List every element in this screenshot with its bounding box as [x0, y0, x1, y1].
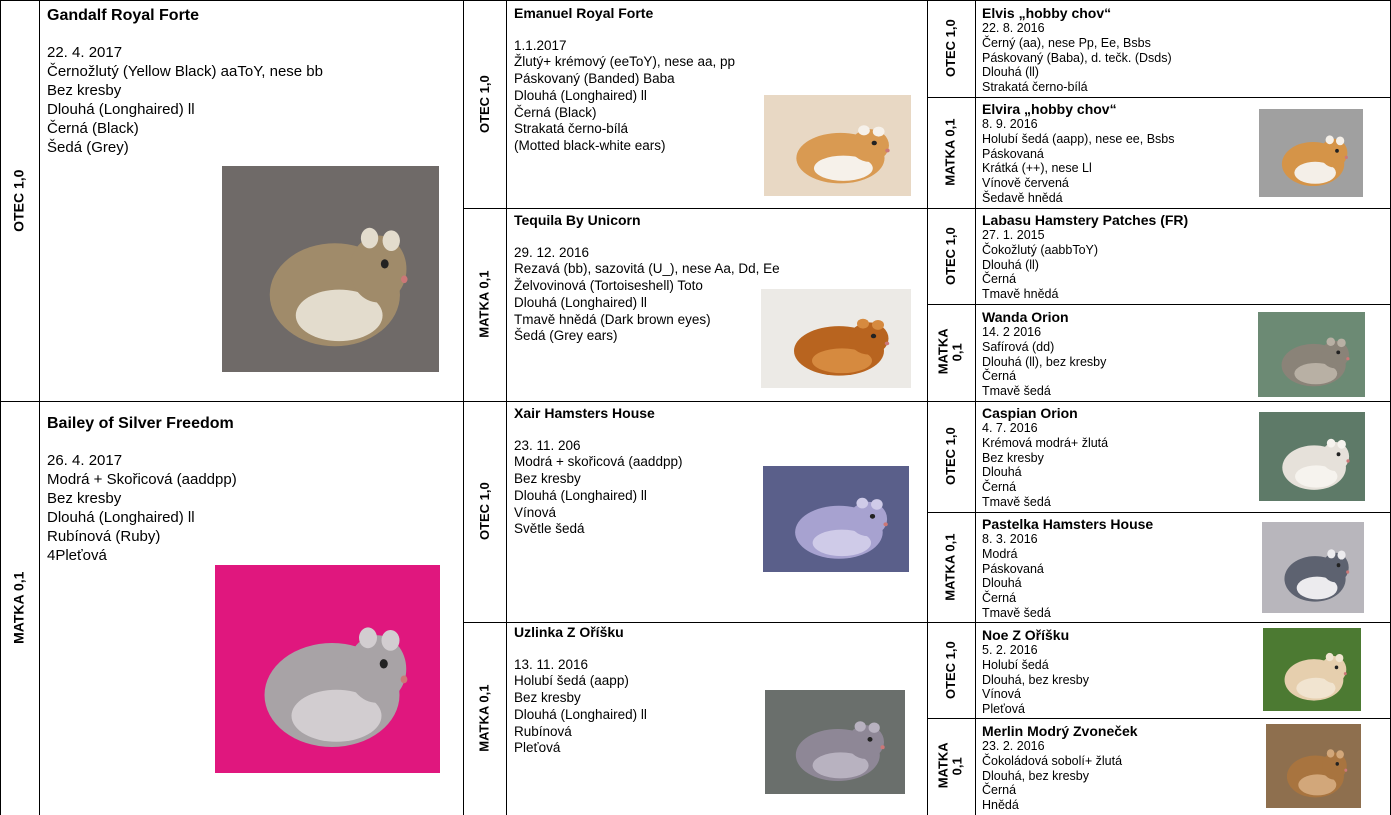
- trait-line: Vínově červená: [982, 176, 1069, 191]
- trait-line: Šedavě hnědá: [982, 190, 1063, 205]
- trait-line: Páskovaný (Banded) Baba: [514, 71, 675, 87]
- trait-line: Bez kresby: [47, 82, 122, 99]
- trait-line: Páskovaný (Baba), d. tečk. (Dsds): [982, 50, 1172, 65]
- animal-name: Emanuel Royal Forte: [514, 5, 654, 21]
- trait-line: Krátká (++), nese Ll: [982, 161, 1092, 176]
- label-col-2-edge: [506, 0, 507, 815]
- trait-line: Dlouhá (Longhaired) ll: [514, 294, 647, 310]
- hamster-photo: [1258, 312, 1365, 397]
- trait-line: Modrá: [982, 546, 1018, 561]
- trait-line: Pleťová: [982, 702, 1025, 717]
- label-col-3-edge: [975, 0, 976, 815]
- birth-date: 29. 12. 2016: [514, 244, 590, 260]
- trait-line: Dlouhá (Longhaired) ll: [47, 509, 195, 526]
- divider-level3-3: [927, 304, 1391, 305]
- trait-line: Čokoládová sobolí+ žlutá: [982, 753, 1123, 768]
- divider-level3-2: [927, 208, 1391, 209]
- divider-level2-b: [463, 401, 927, 402]
- animal-name: Bailey of Silver Freedom: [47, 415, 234, 432]
- animal-name: Xair Hamsters House: [514, 405, 655, 421]
- trait-line: Safírová (dd): [982, 339, 1055, 354]
- sex-label: OTEC 1,0: [942, 227, 958, 285]
- trait-line: Tmavě šedá: [982, 384, 1051, 399]
- trait-line: Světle šedá: [514, 521, 585, 537]
- divider-level3-5: [927, 512, 1391, 513]
- trait-line: Strakatá černo-bílá: [982, 80, 1088, 95]
- animal-card-bailey: [47, 414, 457, 565]
- birth-date: 8. 3. 2016: [982, 532, 1038, 546]
- trait-line: Bez kresby: [514, 471, 581, 487]
- trait-line: Černý (aa), nese Pp, Ee, Bsbs: [982, 35, 1151, 50]
- birth-date: 27. 1. 2015: [982, 228, 1045, 242]
- border-top: [0, 0, 1391, 1]
- trait-line: Strakatá černo-bílá: [514, 121, 629, 137]
- sex-label: OTEC 1,0: [942, 427, 958, 486]
- animal-name: Tequila By Unicorn: [514, 212, 641, 228]
- trait-line: Rezavá (bb), sazovitá (U_), nese Aa, Dd, Ee: [514, 261, 780, 277]
- sex-label: OTEC 1,0: [476, 482, 492, 541]
- trait-line: Dlouhá: [982, 576, 1022, 591]
- trait-line: Krémová modrá+ žlutá: [982, 435, 1109, 450]
- trait-line: Dlouhá: [982, 465, 1022, 480]
- trait-line: Tmavě hnědá (Dark brown eyes): [514, 311, 711, 327]
- divider-level3-4: [927, 401, 1391, 402]
- trait-line: Vínová: [514, 504, 557, 520]
- trait-line: Dlouhá (ll), bez kresby: [982, 354, 1107, 369]
- sex-label: MATKA 0,1: [476, 270, 492, 339]
- animal-name: Merlin Modrý Zvoneček: [982, 723, 1138, 739]
- label-col-1-edge: [39, 0, 40, 815]
- trait-line: Dlouhá, bez kresby: [982, 672, 1090, 687]
- sex-label: OTEC 1,0: [942, 19, 958, 78]
- trait-line: 4Pleťová: [47, 547, 107, 564]
- animal-name: Wanda Orion: [982, 309, 1069, 325]
- trait-line: Dlouhá (Longhaired) ll: [514, 706, 647, 722]
- birth-date: 14. 2 2016: [982, 325, 1042, 339]
- divider-level1: [0, 401, 463, 402]
- trait-line: Černá: [982, 591, 1017, 606]
- hamster-photo: [215, 565, 440, 773]
- trait-line: Holubí šedá (aapp), nese ee, Bsbs: [982, 131, 1175, 146]
- sex-label: MATKA 0,1: [942, 118, 958, 187]
- trait-line: Tmavě šedá: [982, 494, 1051, 509]
- sex-label: MATKA 0,1: [476, 684, 492, 753]
- animal-name: Uzlinka Z Oříšku: [514, 624, 624, 640]
- trait-line: Holubí šedá (aapp): [514, 673, 629, 689]
- birth-date: 4. 7. 2016: [982, 421, 1038, 435]
- trait-line: Modrá + skořicová (aaddpp): [514, 454, 683, 470]
- birth-date: 22. 8. 2016: [982, 21, 1045, 35]
- trait-line: Šedá (Grey): [47, 139, 129, 156]
- trait-line: (Motted black-white ears): [514, 137, 666, 153]
- trait-line: Dlouhá, bez kresby: [982, 768, 1090, 783]
- trait-line: Černá: [982, 272, 1017, 287]
- trait-line: Páskovaná: [982, 561, 1044, 576]
- trait-line: Dlouhá (ll): [982, 257, 1039, 272]
- animal-name: Gandalf Royal Forte: [47, 7, 200, 24]
- sex-label: OTEC 1,0: [10, 169, 27, 232]
- birth-date: 13. 11. 2016: [514, 656, 589, 672]
- hamster-photo: [765, 690, 905, 794]
- animal-card-elvis: [982, 5, 1382, 95]
- trait-line: Černá: [982, 480, 1017, 495]
- trait-line: Tmavě hnědá: [982, 287, 1059, 302]
- birth-date: 5. 2. 2016: [982, 643, 1038, 657]
- trait-line: Bez kresby: [47, 490, 122, 507]
- trait-line: Holubí šedá: [982, 657, 1049, 672]
- sex-label: OTEC 1,0: [942, 641, 958, 699]
- sex-label: MATKA 0,1: [935, 742, 965, 789]
- trait-line: Černá (Black): [514, 104, 597, 120]
- animal-name: Noe Z Oříšku: [982, 627, 1070, 643]
- trait-line: Černá (Black): [47, 120, 139, 137]
- trait-line: Dlouhá (ll): [982, 65, 1039, 80]
- trait-line: Želvovinová (Tortoiseshell) Toto: [514, 278, 703, 294]
- birth-date: 8. 9. 2016: [982, 117, 1038, 131]
- divider-level3-1: [927, 97, 1391, 98]
- trait-line: Dlouhá (Longhaired) ll: [47, 101, 195, 118]
- hamster-photo: [1266, 724, 1361, 808]
- animal-name: Elvira „hobby chov“: [982, 101, 1117, 117]
- trait-line: Hnědá: [982, 798, 1019, 813]
- divider-level2-a: [463, 208, 927, 209]
- trait-line: Rubínová (Ruby): [47, 528, 161, 545]
- animal-name: Labasu Hamstery Patches (FR): [982, 212, 1189, 228]
- trait-line: Páskovaná: [982, 146, 1044, 161]
- birth-date: 22. 4. 2017: [47, 44, 123, 61]
- trait-line: Pleťová: [514, 740, 561, 756]
- trait-line: Černožlutý (Yellow Black) aaToY, nese bb: [47, 63, 323, 80]
- trait-line: Černá: [982, 369, 1017, 384]
- trait-line: Rubínová: [514, 723, 572, 739]
- hamster-photo: [1259, 109, 1363, 197]
- trait-line: Modrá + Skořicová (aaddpp): [47, 471, 237, 488]
- sex-label: MATKA 0,1: [935, 328, 965, 375]
- divider-level2-c: [463, 622, 927, 623]
- birth-date: 23. 2. 2016: [982, 739, 1045, 753]
- hamster-photo: [761, 289, 911, 388]
- trait-line: Bez kresby: [514, 690, 581, 706]
- birth-date: 26. 4. 2017: [47, 452, 123, 469]
- sex-label: MATKA 0,1: [10, 571, 27, 645]
- trait-line: Tmavě šedá: [982, 605, 1051, 620]
- trait-line: Žlutý+ krémový (eeToY), nese aa, pp: [514, 54, 735, 70]
- animal-name: Pastelka Hamsters House: [982, 516, 1154, 532]
- trait-line: Dlouhá (Longhaired) ll: [514, 87, 647, 103]
- sex-label: MATKA 0,1: [942, 533, 958, 601]
- animal-card-gandalf: [47, 6, 457, 157]
- trait-line: Bez kresby: [982, 450, 1044, 465]
- sex-label: OTEC 1,0: [476, 75, 492, 133]
- animal-name: Elvis „hobby chov“: [982, 5, 1112, 21]
- trait-line: Čokožlutý (aabbToY): [982, 242, 1099, 257]
- trait-line: Vínová: [982, 687, 1021, 702]
- hamster-photo: [763, 466, 909, 572]
- hamster-photo: [1262, 522, 1364, 613]
- hamster-photo: [1263, 628, 1361, 711]
- trait-line: Dlouhá (Longhaired) ll: [514, 487, 647, 503]
- hamster-photo: [1259, 412, 1365, 501]
- birth-date: 1.1.2017: [514, 37, 567, 53]
- hamster-photo: [764, 95, 911, 196]
- animal-card-labasu: [982, 212, 1382, 302]
- divider-level3-7: [927, 718, 1391, 719]
- birth-date: 23. 11. 206: [514, 437, 581, 453]
- divider-level3-6: [927, 622, 1391, 623]
- hamster-photo: [222, 166, 439, 372]
- animal-name: Caspian Orion: [982, 405, 1078, 421]
- trait-line: Černá: [982, 783, 1017, 798]
- trait-line: Šedá (Grey ears): [514, 328, 618, 344]
